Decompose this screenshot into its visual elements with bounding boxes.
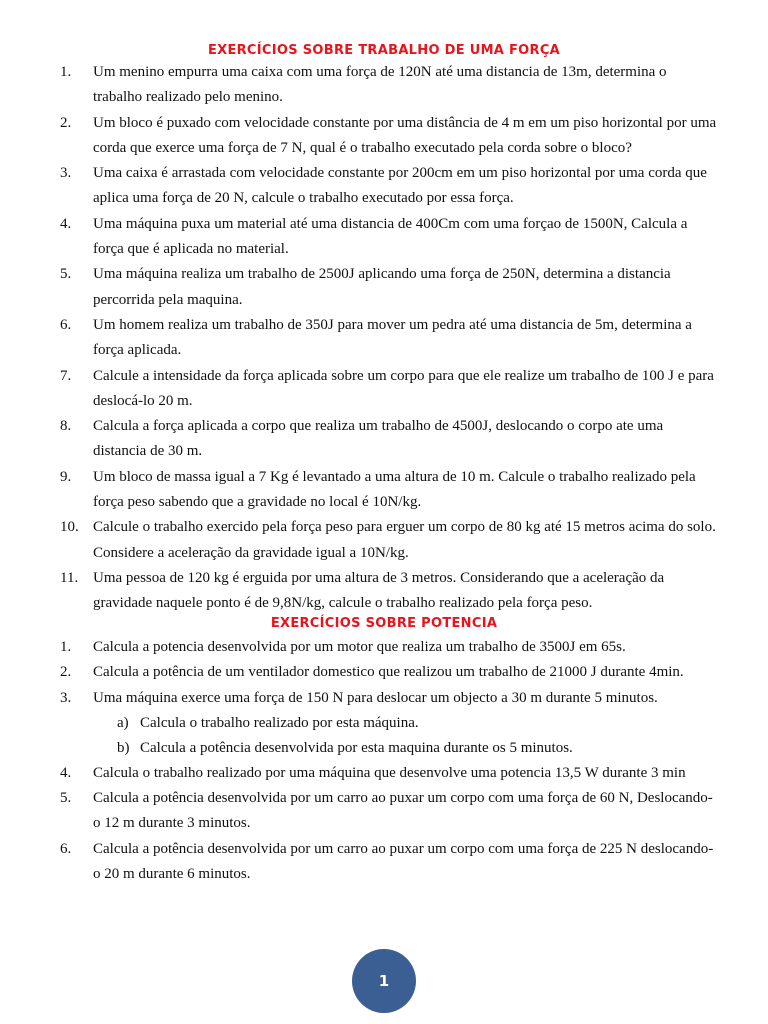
exercise-number: 5. (60, 266, 72, 283)
exercise-number: 9. (60, 468, 72, 485)
exercise-number: 3. (60, 165, 72, 182)
sub-question-letter: b) (117, 739, 130, 756)
exercise-item (0, 414, 718, 465)
exercise-item (0, 313, 718, 364)
exercise-item (0, 364, 718, 415)
exercise-item (0, 262, 718, 313)
exercise-list-potencia (0, 635, 768, 887)
exercise-item (0, 660, 718, 685)
exercise-text: Calcula a potência desenvolvida por um carro ao puxar um corpo com uma força de 225 N deslocando-o 20 m durante 6 minutos. (93, 840, 714, 883)
exercise-number: 5. (60, 790, 72, 807)
exercise-number: 8. (60, 418, 72, 435)
sub-question-text: Calcula a potência desenvolvida por esta maquina durante os 5 minutos. (140, 739, 573, 756)
exercise-item (0, 60, 718, 111)
exercise-item (0, 212, 718, 263)
exercise-text: Uma máquina exerce uma força de 150 N para deslocar um objecto a 30 m durante 5 minutos. (93, 689, 658, 706)
sub-question (93, 736, 718, 761)
exercise-number: 1. (60, 639, 72, 655)
exercise-item (0, 686, 718, 761)
exercise-item (0, 635, 718, 660)
exercise-item (0, 111, 718, 162)
exercise-number: 7. (60, 367, 72, 384)
exercise-number: 2. (60, 664, 72, 681)
exercise-text: Calcule o trabalho exercido pela força peso para erguer um corpo de 80 kg até 15 metros acima do solo. Considere a aceleração da gravidade igual a 10N/kg. (93, 519, 716, 561)
exercise-number: 1. (60, 64, 72, 80)
exercise-text: Calcula a potencia desenvolvida por um motor que realiza um trabalho de 3500J em 65s. (93, 639, 626, 655)
exercise-number: 10. (60, 519, 79, 536)
exercise-text: Calcula a potência desenvolvida por um carro ao puxar um corpo com uma força de 60 N, Deslocando-o 12 m durante 3 minutos. (93, 790, 713, 832)
exercise-item (0, 761, 718, 786)
exercise-item (0, 837, 718, 888)
sub-question-text: Calcula o trabalho realizado por esta máquina. (140, 714, 419, 731)
exercise-text: Calcula a potência de um ventilador domestico que realizou um trabalho de 21000 J durante 4min. (93, 664, 684, 681)
exercise-number: 11. (60, 569, 79, 586)
exercise-text: Calcula o trabalho realizado por uma máquina que desenvolve uma potencia 13,5 W durante 3 min (93, 764, 686, 781)
exercise-text: Uma pessoa de 120 kg é erguida por uma altura de 3 metros. Considerando que a aceleração da gravidade naquele ponto é de 9,8N/kg, calcule o trabalho realizado pela força peso. (93, 569, 665, 612)
exercise-text: Um homem realiza um trabalho de 350J para mover um pedra até uma distancia de 5m, determina a força aplicada. (93, 316, 692, 359)
section-title-potencia: EXERCÍCIOS SOBRE POTENCIA (270, 616, 498, 631)
exercise-number: 4. (60, 764, 72, 781)
exercise-number: 4. (60, 215, 72, 232)
exercise-item (0, 566, 718, 617)
exercise-number: 6. (60, 840, 72, 857)
exercise-text: Uma máquina realiza um trabalho de 2500J aplicando uma força de 250N, determina a distancia percorrida pela maquina. (93, 266, 671, 308)
exercise-text: Um bloco de massa igual a 7 Kg é levantado a uma altura de 10 m. Calcule o trabalho realizado pela força peso sabendo que a gravidade no local é 10N/kg. (93, 468, 696, 511)
sub-question-letter: a) (117, 714, 129, 731)
exercise-text: Um menino empurra uma caixa com uma força de 120N até uma distancia de 13m, determina o trabalho realizado pelo menino. (93, 64, 667, 106)
exercise-text: Calcula a força aplicada a corpo que realiza um trabalho de 4500J, deslocando o corpo ate uma distancia de 30 m. (93, 418, 664, 460)
page-number-badge: 1 (352, 949, 416, 1013)
sub-question-list (93, 711, 718, 761)
exercise-number: 3. (60, 689, 72, 706)
exercise-list-trabalho (0, 60, 768, 617)
exercise-item (0, 465, 718, 516)
exercise-item (0, 161, 718, 212)
section-title-trabalho: EXERCÍCIOS SOBRE TRABALHO DE UMA FORÇA (207, 43, 561, 58)
exercise-text: Um bloco é puxado com velocidade constante por uma distância de 4 m em um piso horizontal por uma corda que exerce uma força de 7 N, qual é o trabalho executado pela corda sobre o bloco? (93, 114, 717, 156)
exercise-number: 2. (60, 114, 72, 131)
sub-question (93, 711, 718, 736)
exercise-item (0, 515, 718, 566)
exercise-text: Uma caixa é arrastada com velocidade constante por 200cm em um piso horizontal por uma corda que aplica uma força de 20 N, calcule o trabalho executado por essa força. (93, 165, 707, 207)
exercise-text: Calcule a intensidade da força aplicada sobre um corpo para que ele realize um trabalho de 100 J e para deslocá-lo 20 m. (93, 367, 714, 409)
exercise-text: Uma máquina puxa um material até uma distancia de 400Cm com uma forçao de 1500N, Calcula a força que é aplicada no material. (93, 215, 688, 258)
exercise-number: 6. (60, 316, 72, 333)
exercise-item (0, 786, 718, 837)
